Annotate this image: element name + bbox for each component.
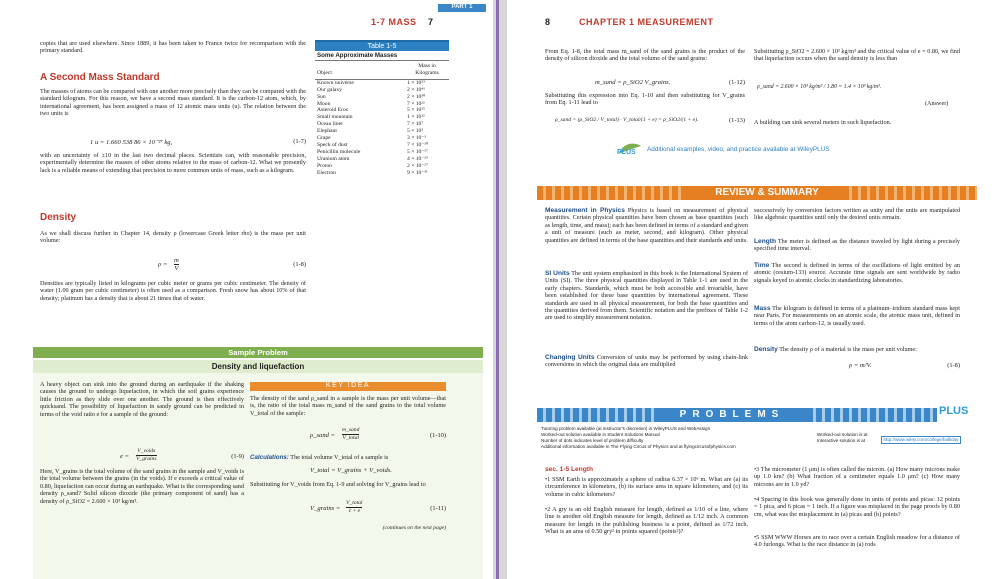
answer-equation: ρ_sand = 2.600 × 10³ kg/m³ / 1.80 = 1.4 × 10³ kg/m³. xyxy=(757,84,882,90)
table-cell-object: Sun xyxy=(317,93,326,100)
table-row xyxy=(315,170,449,177)
table-row xyxy=(315,149,449,156)
section-heading-density: Density xyxy=(40,212,77,223)
table-approximate-masses xyxy=(315,40,449,177)
legend-ssm: Worked-out solution available in Student Solutions Manual xyxy=(541,432,660,437)
table-cell-mass: 7 × 10²² xyxy=(407,100,425,107)
table-row xyxy=(315,107,449,114)
substitution-text: Substituting for V_voids from Eq. 1-9 and solving for V_grains lead to xyxy=(250,481,426,488)
table-cell-mass: 5 × 10¹⁵ xyxy=(407,107,425,114)
problem-4: •4 Spacing in this book was generally done in units of points and picas: 12 points = 1 pica, and 6 picas = 1 inch. If a figure was misplaced in the page proofs by 0.80 cm, what was the misplacement in (a) picas and (b) points? xyxy=(754,496,960,518)
table-row xyxy=(315,121,449,128)
wileyplus-logo: PLUS xyxy=(615,140,645,158)
table-cell-object: Asteroid Eros xyxy=(317,107,348,114)
problems-section-head: sec. 1-5 Length xyxy=(545,466,594,473)
page-gutter xyxy=(493,0,507,579)
col-object: Object xyxy=(317,69,332,76)
equation-1-11: V_grains = V_total 1 + e (1-11) xyxy=(310,500,446,514)
chapter-running-head: CHAPTER 1 MEASUREMENT xyxy=(579,17,714,27)
sample-text-1: A heavy object can sink into the ground during an earthquake if the shaking causes the ground to undergo liquefaction, in which the soil grains experience little friction as they slide over one another. The ground is then effectively quicksand. The possibility of liquefaction in sandy ground can be predicted in terms of the void ratio e for a sample of the ground: xyxy=(40,381,244,418)
problem-3: •3 The micrometer (1 μm) is often called the micron. (a) How many microns make up 1.0 km? (b) What fraction of a centimeter equals 1.0 μm? (c) How many microns are in 1.0 yd? xyxy=(754,466,960,488)
intro-text: copies that are used elsewhere. Since 1889, it has been taken to France twice for recomparison with the primary standard. xyxy=(40,40,306,55)
table-cell-mass: 3 × 10⁻³ xyxy=(407,135,426,142)
col-mass: Mass in Kilograms xyxy=(415,63,439,76)
review-length: Length The meter is defined as the distance traveled by light during a precisely specified time interval. xyxy=(754,238,961,253)
problems-legend xyxy=(541,426,841,450)
table-cell-object: Moon xyxy=(317,100,331,107)
table-row xyxy=(315,156,449,163)
wileyplus-badge: PLUS xyxy=(939,405,969,417)
table-cell-object: Electron xyxy=(317,169,336,176)
table-row xyxy=(315,142,449,149)
review-mass: Mass The kilogram is defined in terms of a platinum–iridium standard mass kept near Paris. For measurements on an atomic scale, the atomic mass unit, defined in terms of the atom carbon-12, is usually used. xyxy=(754,305,960,327)
atomic-para-1: The masses of atoms can be compared with one another more precisely than they can be compared with the standard kilogram. For this reason, we have a second mass standard. It is the carbon-12 atom, which, by international agreement, has been assigned a mass of 12 atomic mass units (u). The relation between the two units is xyxy=(40,88,306,118)
review-measurement: Measurement in Physics Physics is based on measurement of physical quantities. Certain physical quantities have been chosen as base quantities (such as length, time, and mass); each has been defined in terms of a standard and given a unit of measure (such as meter, second, and kilogram). Other physical quantities are defined in terms of the base quantities and their standards and units. xyxy=(545,207,748,244)
problems-legend-right: Worked-out solution is at Interactive solution is at xyxy=(817,432,868,443)
table-cell-object: Uranium atom xyxy=(317,155,350,162)
answer-label: (Answer) xyxy=(925,100,949,107)
continued-text-2: Substituting this expression into Eq. 1-10 and then substituting for V_grains from Eq. 1-11 lead to xyxy=(545,92,745,107)
table-cell-object: Proton xyxy=(317,162,332,169)
equation-1-13: ρ_sand = (ρ_SiO2 / V_total) · V_total/(1 + e) = ρ_SiO2/(1 + e). (1-13) xyxy=(555,117,745,124)
table-cell-mass: 2 × 10⁴¹ xyxy=(407,86,425,93)
key-idea-label: KEY IDEA xyxy=(250,382,446,391)
review-col2-intro: successively by conversion factors written as unity and the units are manipulated like algebraic quantities until only the desired units remain. xyxy=(754,207,960,222)
review-si-units: SI Units The unit system emphasized in this book is the International System of Units (SI). The three physical quantities displayed in Table 1-1 are used in the early chapters. Standards, which must be both accessible and invariable, have been established for these base quantities by international agreement. These standards are used in all physical measurement, for both the base quantities and the quantities derived from them. Scientific notation and the prefixes of Table 1-2 are used to simplify measurement notation. xyxy=(545,270,748,322)
table-cell-mass: 7 × 10⁷ xyxy=(407,121,424,128)
table-row xyxy=(315,163,449,170)
table-cell-mass: 9 × 10⁻³¹ xyxy=(407,169,428,176)
table-cell-object: Elephant xyxy=(317,128,337,135)
page-number: 7 xyxy=(428,17,434,27)
continues-note[interactable]: (continues on the next page) xyxy=(382,525,446,531)
legend-tutoring: Tutoring problem available (at instructor's discretion) in WileyPLUS and WebAssign xyxy=(541,426,711,431)
review-summary-title: REVIEW & SUMMARY xyxy=(687,186,847,200)
continued-text-4: A building can sink several meters in such liquefaction. xyxy=(754,119,892,126)
table-cell-mass: 2 × 10⁻²⁷ xyxy=(407,162,428,169)
right-page xyxy=(507,0,1000,579)
atomic-para-2: with an uncertainty of ±10 in the last two decimal places. Scientists can, with reasonable precision, experimentally determine the masses of other atoms relative to the mass of carbon-12. What we presently lack is a reliable means of extending that precision to more common units of mass, such as a kilogram. xyxy=(40,152,306,174)
table-cell-mass: 4 × 10⁻²⁵ xyxy=(407,155,428,162)
table-cell-object: Grape xyxy=(317,135,331,142)
wileyplus-link[interactable]: Additional examples, video, and practice available at WileyPLUS xyxy=(647,146,830,153)
part-badge: PART 1 xyxy=(438,4,486,12)
problem-1: •1 SSM Earth is approximately a sphere of radius 6.37 × 10⁶ m. What are (a) its circumference in kilometers, (b) its surface area in square kilometers, and (c) its volume in cubic kilometers? xyxy=(545,476,748,498)
table-cell-object: Speck of dust xyxy=(317,141,348,148)
table-row xyxy=(315,135,449,142)
table-cell-object: Ocean liner xyxy=(317,121,343,128)
continued-text-3: Substituting ρ_SiO2 = 2.600 × 10³ kg/m³ and the critical value of e = 0.80, we find that liquefaction occurs when the sand density is less than xyxy=(754,48,960,63)
table-subtitle: Some Approximate Masses xyxy=(315,51,449,61)
equation-1-10: ρ_sand = m_sand V_total (1-10) xyxy=(310,427,446,441)
review-changing-units: Changing Units Conversion of units may be performed by using chain-link conversions in which the original data are multiplied xyxy=(545,354,749,369)
density-para-1: As we shall discuss further in Chapter 14, density ρ (lowercase Greek letter rho) is the mass per unit volume: xyxy=(40,230,306,245)
total-volume-eq: V_total = V_grains + V_voids. xyxy=(310,467,392,474)
review-time: Time The second is defined in terms of the oscillations of light emitted by an atomic (cesium-133) source. Accurate time signals are sent worldwide by radio signals keyed to atomic clocks in standardizing laboratories. xyxy=(754,262,960,284)
review-density-eq: ρ = m/V. (1-8) xyxy=(849,362,960,369)
table-cell-mass: 7 × 10⁻¹⁰ xyxy=(407,141,429,148)
table-cell-mass: 2 × 10³⁰ xyxy=(407,93,426,100)
equation-1-12: m_sand = ρ_SiO2 V_grains. (1-12) xyxy=(595,79,745,86)
density-para-2: Densities are typically listed in kilograms per cubic meter or grams per cubic centimeter. The density of water (1.00 gram per cubic centimeter) is often used as a comparison. Fresh snow has about 10% of that density; platinum has a density that is about 21 times that of water. xyxy=(40,280,306,302)
table-cell-object: Our galaxy xyxy=(317,86,343,93)
table-cell-mass: 1 × 10¹² xyxy=(407,114,425,121)
table-row xyxy=(315,114,449,121)
table-cell-object: Known universe xyxy=(317,79,354,86)
calculations-text: Calculations: The total volume V_total of a sample is xyxy=(250,454,389,461)
table-row xyxy=(315,87,449,94)
legend-difficulty: Number of dots indicates level of problem difficulty xyxy=(541,438,644,443)
table-cell-object: Small mountain xyxy=(317,114,353,121)
table-row xyxy=(315,128,449,135)
section-heading-atomic: A Second Mass Standard xyxy=(40,72,160,83)
continued-text-1: From Eq. 1-8, the total mass m_sand of the sand grains is the product of the density of silicon dioxide and the total volume of the sand grains: xyxy=(545,48,745,63)
table-header-row xyxy=(315,61,449,80)
table-cell-mass: 5 × 10³ xyxy=(407,128,424,135)
problem-5: •5 SSM WWW Horses are to race over a certain English meadow for a distance of 4.0 furlongs. What is the race distance in (a) rods xyxy=(754,534,960,549)
review-density: Density The density ρ of a material is the mass per unit volume: xyxy=(754,346,917,353)
legend-flying-circus: Additional information available in The Flying Circus of Physics and at flyingcircusofphysics.com xyxy=(541,444,736,449)
equation-1-8: ρ = $\frac{m}{V}$ (1-8) xyxy=(158,257,306,272)
running-head: 1-7 MASS xyxy=(371,17,417,27)
key-idea-text: The density of the sand ρ_sand in a sample is the mass per unit volume—that is, the ratio of the total mass m_sand of the sand grains to the total volume V_total of the sample: xyxy=(250,395,446,417)
left-page xyxy=(0,0,493,579)
problems-link[interactable]: http://www.wiley.com/college/halliday xyxy=(881,436,961,444)
equation-1-9: e = V_voids V_grains (1-9) xyxy=(120,448,244,462)
table-row xyxy=(315,80,449,87)
table-row xyxy=(315,101,449,108)
sample-problem-title: Density and liquefaction xyxy=(33,360,483,373)
table-title: Table 1-5 xyxy=(315,42,449,51)
table-cell-mass: 5 × 10⁻¹⁷ xyxy=(407,148,428,155)
sample-problem-band: Sample Problem xyxy=(33,347,483,358)
equation-1-7: 1 u = 1.660 538 86 × 10⁻²⁷ kg, (1-7) xyxy=(90,138,306,146)
table-cell-object: Penicillin molecule xyxy=(317,148,361,155)
table-row xyxy=(315,94,449,101)
page-number-right: 8 xyxy=(545,17,551,27)
problems-title: PROBLEMS xyxy=(657,408,807,422)
table-body xyxy=(315,80,449,177)
table-cell-mass: 1 × 10⁵³ xyxy=(407,79,425,86)
sample-text-2: Here, V_grains is the total volume of the sand grains in the sample and V_voids is the total volume between the grains (in the voids). If e exceeds a critical value of 0.80, liquefaction can occur during an earthquake. What is the corresponding sand density ρ_sand? Solid silicon dioxide (the primary component of sand) has a density of ρ_SiO2 = 2.600 × 10³ kg/m³. xyxy=(40,468,244,505)
problem-2: •2 A gry is an old English measure for length, defined as 1/10 of a line, where line is another old English measure for length, defined as 1/12 inch. A common measure for length in the publishing business is a point, defined as 1/72 inch. What is an area of 0.50 gry² in points squared (points²)? xyxy=(545,506,748,536)
